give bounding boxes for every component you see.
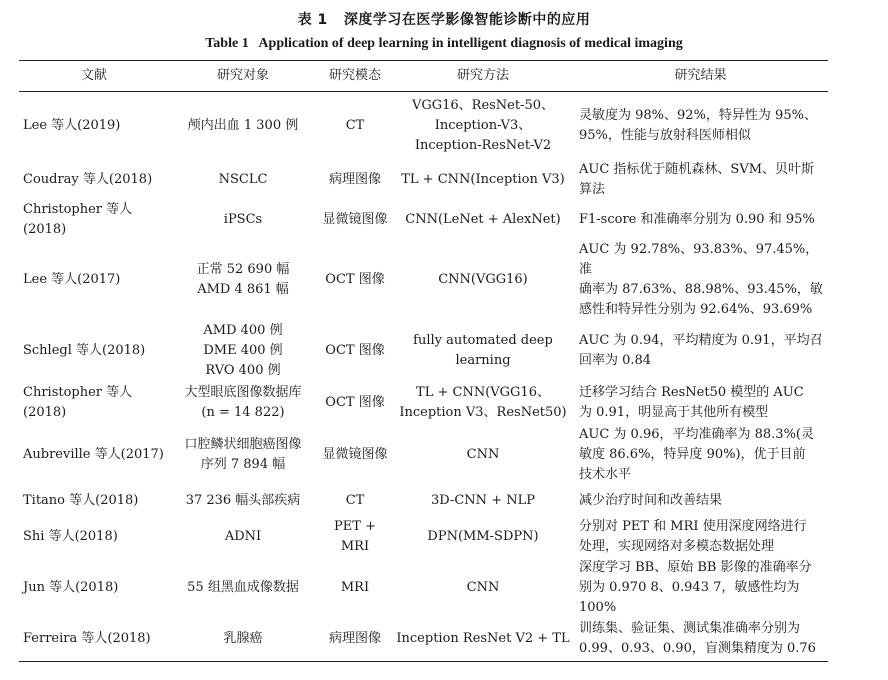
cell-method	[393, 92, 573, 160]
cell-modality-text: 显微镜图像	[322, 211, 388, 227]
cell-reference-text: Lee 等人(2017)	[23, 271, 121, 287]
cell-result-line: 训练集、验证集、测试集准确率分别为	[579, 621, 801, 637]
table-row	[19, 618, 828, 662]
table-row	[19, 382, 828, 424]
cell-reference-text: Coudray 等人(2018)	[23, 171, 153, 187]
cell-subject	[169, 240, 317, 320]
cell-method-line: Inception-ResNet-V2	[414, 137, 552, 153]
table-caption-en: Table 1 Application of deep learning in intelligent diagnosis of medical imaging	[205, 36, 683, 51]
cell-result-line: AUC 为 92.78%、93.83%、97.45%，准	[579, 241, 819, 277]
cell-method	[393, 240, 573, 320]
cell-modality	[317, 486, 393, 516]
cell-modality	[317, 424, 393, 486]
table-row	[19, 424, 828, 486]
table-body	[19, 92, 828, 662]
cell-method-line: Inception V3、ResNet50)	[399, 404, 567, 420]
cell-reference	[19, 240, 169, 320]
cell-result	[573, 558, 828, 618]
cell-result-line: 95%，性能与放射科医师相似	[579, 127, 751, 143]
header-result: 研究结果	[573, 61, 828, 92]
cell-method-line: CNN	[466, 579, 500, 595]
cell-result	[573, 516, 828, 558]
cell-subject	[169, 486, 317, 516]
table-row	[19, 320, 828, 382]
cell-method-line: 3D-CNN + NLP	[431, 492, 535, 508]
cell-reference-text: Jun 等人(2018)	[23, 579, 119, 595]
cell-modality-text: OCT 图像	[325, 342, 385, 358]
cell-subject	[169, 320, 317, 382]
cell-reference-text: Titano 等人(2018)	[23, 492, 139, 508]
cell-result-line: 确率为 87.63%、88.98%、93.45%，敏	[579, 281, 823, 297]
header-reference: 文献	[19, 61, 169, 92]
cell-method	[393, 160, 573, 200]
cell-method-line: fully automated deep learning	[413, 332, 553, 368]
cell-result	[573, 320, 828, 382]
table-row	[19, 92, 828, 160]
cell-reference	[19, 382, 169, 424]
cell-method	[393, 320, 573, 382]
cell-method-line: CNN	[466, 446, 500, 462]
cell-result-line: 灵敏度为 98%、92%，特异性为 95%、	[579, 107, 817, 123]
cell-subject	[169, 516, 317, 558]
cell-modality	[317, 92, 393, 160]
table-row	[19, 516, 828, 558]
cell-result	[573, 618, 828, 662]
cell-subject	[169, 160, 317, 200]
cell-subject-line: AMD 4 861 幅	[197, 281, 289, 297]
cell-reference	[19, 558, 169, 618]
cell-result	[573, 424, 828, 486]
table-row	[19, 160, 828, 200]
cell-subject-line: 55 组黑血成像数据	[187, 579, 299, 595]
cell-method	[393, 200, 573, 240]
cell-subject-line: AMD 400 例	[203, 322, 283, 338]
cell-subject-line: (n = 14 822)	[201, 404, 285, 420]
cell-result-line: F1-score 和准确率分别为 0.90 和 95%	[579, 211, 815, 227]
cell-modality	[317, 382, 393, 424]
cell-modality	[317, 618, 393, 662]
cell-result-line: 技术水平	[579, 466, 632, 482]
cell-result-line: 敏度 86.6%，特异度 90%)，优于目前	[579, 446, 806, 462]
cell-result-line: 深度学习 BB、原始 BB 影像的准确率分	[579, 559, 812, 575]
cell-modality-text: 显微镜图像	[322, 446, 388, 462]
cell-method	[393, 382, 573, 424]
cell-result	[573, 240, 828, 320]
cell-modality	[317, 320, 393, 382]
cell-reference	[19, 200, 169, 240]
cell-subject	[169, 424, 317, 486]
cell-modality-text: CT	[345, 492, 365, 508]
cell-subject	[169, 558, 317, 618]
cell-reference	[19, 92, 169, 160]
cell-result	[573, 486, 828, 516]
cell-reference-text: Aubreville 等人(2017)	[23, 446, 164, 462]
cell-subject	[169, 382, 317, 424]
cell-subject-line: 37 236 幅头部疾病	[185, 492, 301, 508]
cell-subject	[169, 200, 317, 240]
table-row	[19, 558, 828, 618]
cell-method-line: Inception-V3、	[434, 117, 532, 133]
cell-result-line: 0.99、0.93、0.90，盲测集精度为 0.76	[579, 641, 816, 657]
cell-modality	[317, 200, 393, 240]
cell-result-line: 回率为 0.84	[579, 352, 652, 368]
cell-modality-text: 病理图像	[328, 631, 381, 647]
cell-subject-line: iPSCs	[223, 211, 263, 227]
cell-result-line: AUC 为 0.96，平均准确率为 88.3%(灵	[579, 426, 815, 442]
cell-result	[573, 92, 828, 160]
cell-modality-text: CT	[345, 117, 365, 133]
cell-modality-text: OCT 图像	[325, 394, 385, 410]
cell-modality	[317, 558, 393, 618]
cell-result	[573, 160, 828, 200]
cell-method	[393, 486, 573, 516]
table-row	[19, 200, 828, 240]
cell-result-line: 迁移学习结合 ResNet50 模型的 AUC	[579, 384, 804, 400]
cell-reference	[19, 516, 169, 558]
cell-result-line: 别为 0.970 8、0.943 7，敏感性均为 100%	[579, 579, 800, 615]
cell-subject	[169, 618, 317, 662]
cell-method	[393, 558, 573, 618]
cell-method	[393, 516, 573, 558]
cell-method-line: CNN(LeNet + AlexNet)	[405, 211, 561, 227]
cell-subject-line: RVO 400 例	[205, 362, 281, 378]
cell-subject-line: 大型眼底图像数据库	[184, 384, 302, 400]
cell-subject-line: 口腔鳞状细胞癌图像	[184, 436, 302, 452]
table-row	[19, 486, 828, 516]
cell-reference	[19, 160, 169, 200]
cell-result-line: 算法	[579, 181, 606, 197]
cell-subject-line: 序列 7 894 幅	[200, 456, 286, 472]
header-subject: 研究对象	[169, 61, 317, 92]
cell-modality	[317, 160, 393, 200]
cell-reference-text: Ferreira 等人(2018)	[23, 631, 151, 647]
cell-method-line: TL + CNN(Inception V3)	[401, 171, 565, 187]
cell-subject-line: NSCLC	[218, 171, 268, 187]
cell-method-line: VGG16、ResNet-50、	[411, 97, 555, 113]
cell-modality-text: MRI	[340, 579, 370, 595]
cell-subject-line: 乳腺癌	[223, 631, 263, 647]
cell-modality	[317, 516, 393, 558]
cell-modality	[317, 240, 393, 320]
cell-method-line: Inception ResNet V2 + TL	[396, 631, 570, 647]
cell-method-line: CNN(VGG16)	[438, 271, 528, 287]
cell-result-line: AUC 为 0.94，平均精度为 0.91，平均召	[579, 332, 823, 348]
cell-modality-text: OCT 图像	[325, 271, 385, 287]
table-header-row	[19, 61, 828, 92]
cell-method	[393, 424, 573, 486]
cell-subject	[169, 92, 317, 160]
cell-result-line: 分别对 PET 和 MRI 使用深度网络进行	[579, 518, 807, 534]
cell-result-line: 感性和特异性分别为 92.64%、93.69%	[579, 301, 813, 317]
cell-subject-line: 正常 52 690 幅	[196, 261, 290, 277]
cell-reference-text: Lee 等人(2019)	[23, 117, 121, 133]
results-table	[19, 60, 828, 662]
cell-result-line: 为 0.91，明显高于其他所有模型	[579, 404, 769, 420]
cell-reference	[19, 424, 169, 486]
cell-reference	[19, 320, 169, 382]
cell-reference	[19, 486, 169, 516]
header-modality: 研究模态	[317, 61, 393, 92]
table-caption-cn: 表 1 深度学习在医学影像智能诊断中的应用	[297, 12, 591, 28]
cell-subject-line: 颅内出血 1 300 例	[187, 117, 299, 133]
cell-result-line: 处理，实现网络对多模态数据处理	[579, 538, 775, 554]
cell-method-line: TL + CNN(VGG16、	[416, 384, 550, 400]
cell-method	[393, 618, 573, 662]
cell-modality-text: 病理图像	[328, 171, 381, 187]
cell-reference	[19, 618, 169, 662]
cell-result-line: AUC 指标优于随机森林、SVM、贝叶斯	[579, 161, 815, 177]
cell-reference-text: Shi 等人(2018)	[23, 528, 118, 544]
cell-result	[573, 200, 828, 240]
table-row	[19, 240, 828, 320]
cell-reference-text: Christopher 等人(2018)	[23, 384, 133, 420]
cell-modality-text: PET + MRI	[334, 518, 376, 554]
cell-subject-line: ADNI	[224, 528, 262, 544]
cell-reference-text: Christopher 等人(2018)	[23, 201, 133, 237]
cell-subject-line: DME 400 例	[203, 342, 283, 358]
cell-result	[573, 382, 828, 424]
cell-reference-text: Schlegl 等人(2018)	[23, 342, 146, 358]
cell-result-line: 减少治疗时间和改善结果	[579, 492, 723, 508]
header-method: 研究方法	[393, 61, 573, 92]
cell-method-line: DPN(MM-SDPN)	[427, 528, 539, 544]
